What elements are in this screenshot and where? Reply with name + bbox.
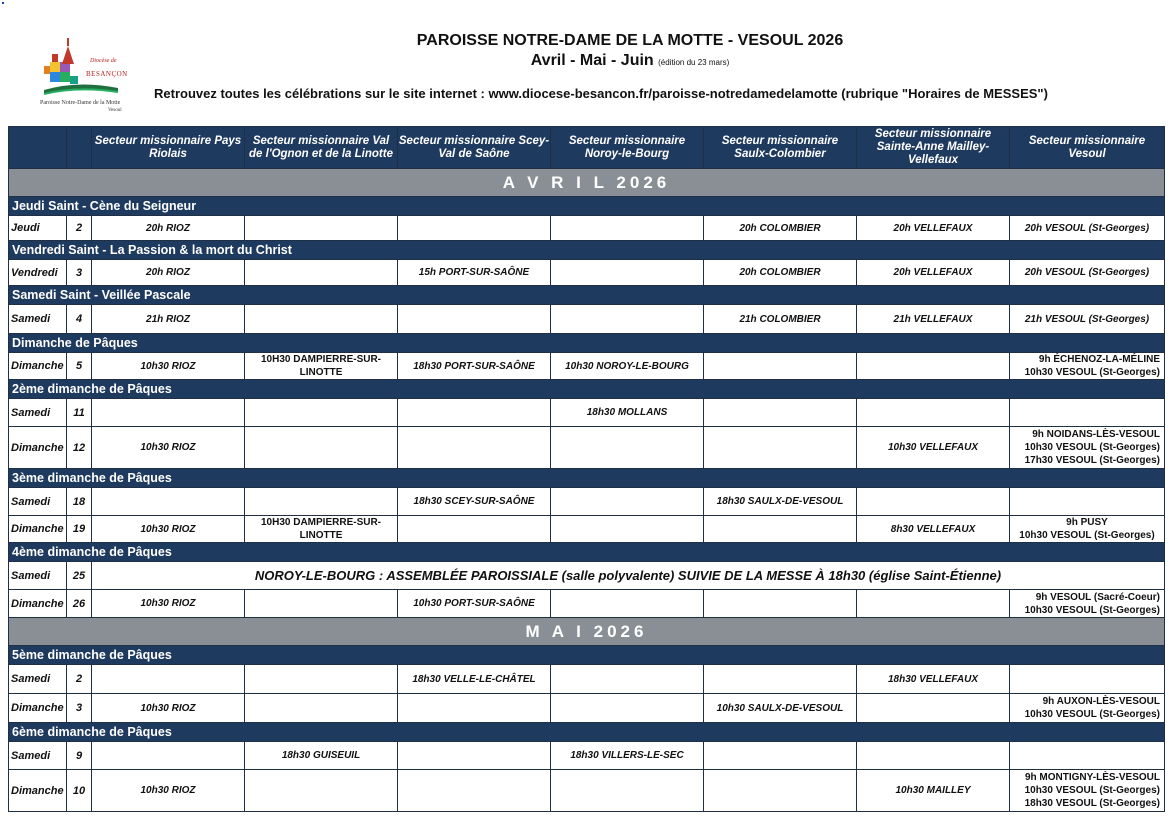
mass-cell xyxy=(704,353,857,380)
date-cell: 2 xyxy=(67,665,92,694)
mass-cell xyxy=(245,488,398,516)
mass-cell: 10h30 RIOZ xyxy=(92,427,245,469)
mass-line: 10h30 VESOUL (St-Georges) xyxy=(1019,530,1155,541)
mass-cell xyxy=(551,694,704,723)
mass-cell: 10H30 DAMPIERRE-SUR-LINOTTE xyxy=(245,353,398,380)
mass-cell: 20h RIOZ xyxy=(92,216,245,241)
mass-cell xyxy=(92,665,245,694)
day-cell: Samedi xyxy=(9,399,67,427)
mass-cell: 21h VESOUL (St-Georges) xyxy=(1010,305,1165,334)
section-title: 5ème dimanche de Pâques xyxy=(9,646,1165,665)
table-row xyxy=(9,516,1165,543)
date-cell: 3 xyxy=(67,260,92,286)
day-cell: Dimanche xyxy=(9,516,67,543)
section-title: 6ème dimanche de Pâques xyxy=(9,723,1165,742)
mass-line: 9h PUSY xyxy=(1066,517,1108,528)
mass-cell xyxy=(551,427,704,469)
page-subtitle xyxy=(0,52,1171,70)
mass-cell: 8h30 VELLEFAUX xyxy=(857,516,1010,543)
date-cell: 11 xyxy=(67,399,92,427)
date-cell: 10 xyxy=(67,770,92,812)
mass-cell: 10h30 RIOZ xyxy=(92,590,245,618)
mass-cell: 15h PORT-SUR-SAÔNE xyxy=(398,260,551,286)
mass-cell xyxy=(245,427,398,469)
section-row xyxy=(9,646,1165,665)
day-cell: Vendredi xyxy=(9,260,67,286)
mass-cell xyxy=(857,694,1010,723)
day-cell: Samedi xyxy=(9,562,67,590)
mass-line: 9h AUXON-LÈS-VESOUL xyxy=(1042,696,1160,707)
announcement-cell: NOROY-LE-BOURG : ASSEMBLÉE PAROISSIALE (salle polyvalente) SUIVIE DE LA MESSE À 18h30 (église Saint-Étienne) xyxy=(92,562,1165,590)
mass-cell: 18h30 SCEY-SUR-SAÔNE xyxy=(398,488,551,516)
mass-cell: 10H30 DAMPIERRE-SUR-LINOTTE xyxy=(245,516,398,543)
mass-cell xyxy=(398,305,551,334)
mass-cell: 18h30 VILLERS-LE-SEC xyxy=(551,742,704,770)
column-header: Secteur missionnaire Pays Riolais xyxy=(92,127,245,169)
table-row xyxy=(9,694,1165,723)
edition-date: (édition du 23 mars) xyxy=(658,58,730,67)
mass-cell: 18h30 SAULX-DE-VESOUL xyxy=(704,488,857,516)
mass-cell: 10h30 MAILLEY xyxy=(857,770,1010,812)
mass-line: 10h30 VESOUL (St-Georges) xyxy=(1024,367,1160,378)
section-row xyxy=(9,543,1165,562)
mass-cell xyxy=(551,770,704,812)
month-may: M A I 2026 xyxy=(9,618,1165,646)
mass-cell xyxy=(551,305,704,334)
section-row xyxy=(9,241,1165,260)
corner-dot xyxy=(2,2,4,4)
table-row xyxy=(9,353,1165,380)
mass-cell xyxy=(857,399,1010,427)
table-row xyxy=(9,562,1165,590)
mass-cell xyxy=(704,516,857,543)
schedule-table xyxy=(8,126,1165,812)
month-april: A V R I L 2026 xyxy=(9,169,1165,197)
mass-cell xyxy=(551,516,704,543)
mass-cell xyxy=(704,770,857,812)
mass-cell: 20h COLOMBIER xyxy=(704,260,857,286)
date-cell: 18 xyxy=(67,488,92,516)
table-row xyxy=(9,770,1165,812)
date-cell: 4 xyxy=(67,305,92,334)
section-row xyxy=(9,380,1165,399)
day-cell: Samedi xyxy=(9,488,67,516)
section-title: Jeudi Saint - Cène du Seigneur xyxy=(9,197,1165,216)
website-line: Retrouvez toutes les célébrations sur le site internet : www.diocese-besancon.fr/paroisse-notredamedelamotte (rubrique "Horaires de MESSES") xyxy=(154,86,1048,101)
mass-cell: 18h30 PORT-SUR-SAÔNE xyxy=(398,353,551,380)
mass-cell xyxy=(245,694,398,723)
page-title: PAROISSE NOTRE-DAME DE LA MOTTE - VESOUL 2026 xyxy=(416,32,844,49)
mass-line: 9h ÉCHENOZ-LA-MÉLINE xyxy=(1038,354,1160,365)
mass-cell xyxy=(551,260,704,286)
table-row xyxy=(9,216,1165,241)
column-header: Secteur missionnaire Sainte-Anne Mailley-Vellefaux xyxy=(857,127,1010,169)
mass-cell xyxy=(704,590,857,618)
column-header: Secteur missionnaire Noroy-le-Bourg xyxy=(551,127,704,169)
mass-cell-multi xyxy=(1010,590,1165,618)
mass-cell: 10h30 NOROY-LE-BOURG xyxy=(551,353,704,380)
mass-cell xyxy=(245,260,398,286)
section-row xyxy=(9,334,1165,353)
mass-cell: 20h RIOZ xyxy=(92,260,245,286)
mass-cell: 18h30 MOLLANS xyxy=(551,399,704,427)
section-title: Dimanche de Pâques xyxy=(9,334,1165,353)
table-row xyxy=(9,665,1165,694)
mass-cell: 10h30 VELLEFAUX xyxy=(857,427,1010,469)
mass-line: 9h NOIDANS-LÈS-VESOUL xyxy=(1032,429,1160,440)
mass-cell xyxy=(1010,399,1165,427)
logo-town: Vesoul xyxy=(108,108,122,113)
mass-cell xyxy=(704,399,857,427)
mass-cell-multi xyxy=(1010,770,1165,812)
section-title: Vendredi Saint - La Passion & la mort du Christ xyxy=(9,241,1165,260)
mass-cell xyxy=(92,742,245,770)
section-title: 3ème dimanche de Pâques xyxy=(9,469,1165,488)
mass-cell: 18h30 GUISEUIL xyxy=(245,742,398,770)
table-row xyxy=(9,742,1165,770)
mass-cell xyxy=(1010,488,1165,516)
mass-line: 18h30 VESOUL (St-Georges) xyxy=(1024,798,1160,809)
mass-cell xyxy=(245,399,398,427)
mass-cell xyxy=(245,216,398,241)
header-blank xyxy=(9,127,67,169)
section-title: Samedi Saint - Veillée Pascale xyxy=(9,286,1165,305)
mass-cell: 18h30 VELLEFAUX xyxy=(857,665,1010,694)
mass-cell: 10h30 SAULX-DE-VESOUL xyxy=(704,694,857,723)
date-cell: 12 xyxy=(67,427,92,469)
date-cell: 3 xyxy=(67,694,92,723)
day-cell: Dimanche xyxy=(9,353,67,380)
logo-city: BESANÇON xyxy=(86,70,128,78)
mass-cell xyxy=(245,305,398,334)
mass-cell xyxy=(398,216,551,241)
column-header: Secteur missionnaire Val de l'Ognon et de la Linotte xyxy=(245,127,398,169)
column-header: Secteur missionnaire Saulx-Colombier xyxy=(704,127,857,169)
section-title: 2ème dimanche de Pâques xyxy=(9,380,1165,399)
mass-line: 17h30 VESOUL (St-Georges) xyxy=(1024,455,1160,466)
section-row xyxy=(9,723,1165,742)
mass-cell-multi xyxy=(1010,694,1165,723)
mass-cell: 21h COLOMBIER xyxy=(704,305,857,334)
mass-cell-multi xyxy=(1010,516,1165,543)
mass-cell: 20h VESOUL (St-Georges) xyxy=(1010,260,1165,286)
mass-cell xyxy=(398,742,551,770)
mass-cell: 21h RIOZ xyxy=(92,305,245,334)
header-blank xyxy=(67,127,92,169)
mass-cell-multi xyxy=(1010,353,1165,380)
mass-cell xyxy=(398,516,551,543)
mass-cell: 10h30 RIOZ xyxy=(92,694,245,723)
mass-cell: 20h COLOMBIER xyxy=(704,216,857,241)
mass-line: 10h30 VESOUL (St-Georges) xyxy=(1024,709,1160,720)
section-row xyxy=(9,197,1165,216)
mass-cell xyxy=(398,399,551,427)
table-row xyxy=(9,488,1165,516)
day-cell: Dimanche xyxy=(9,770,67,812)
logo-diocese: Diocèse de xyxy=(90,58,117,64)
mass-cell xyxy=(551,590,704,618)
mass-cell xyxy=(398,694,551,723)
date-cell: 2 xyxy=(67,216,92,241)
date-cell: 25 xyxy=(67,562,92,590)
mass-cell: 20h VELLEFAUX xyxy=(857,260,1010,286)
mass-cell xyxy=(92,399,245,427)
mass-cell xyxy=(857,742,1010,770)
day-cell: Dimanche xyxy=(9,694,67,723)
mass-cell xyxy=(704,665,857,694)
header-row xyxy=(9,127,1165,169)
mass-cell xyxy=(245,665,398,694)
section-row xyxy=(9,469,1165,488)
column-header: Secteur missionnaire Vesoul xyxy=(1010,127,1165,169)
day-cell: Samedi xyxy=(9,305,67,334)
mass-cell xyxy=(704,427,857,469)
date-cell: 19 xyxy=(67,516,92,543)
mass-cell: 21h VELLEFAUX xyxy=(857,305,1010,334)
section-row xyxy=(9,286,1165,305)
mass-cell xyxy=(398,770,551,812)
mass-line: 9h VESOUL (Sacré-Coeur) xyxy=(1035,591,1160,603)
mass-cell xyxy=(245,590,398,618)
mass-cell xyxy=(92,488,245,516)
mass-cell xyxy=(857,353,1010,380)
day-cell: Jeudi xyxy=(9,216,67,241)
mass-line: 10h30 VESOUL (St-Georges) xyxy=(1024,785,1160,796)
month-row xyxy=(9,169,1165,197)
column-header: Secteur missionnaire Scey-Val de Saône xyxy=(398,127,551,169)
mass-cell: 20h VESOUL (St-Georges) xyxy=(1010,216,1165,241)
table-row xyxy=(9,260,1165,286)
section-title: 4ème dimanche de Pâques xyxy=(9,543,1165,562)
mass-cell: 18h30 VELLE-LE-CHÂTEL xyxy=(398,665,551,694)
mass-cell-multi xyxy=(1010,427,1165,469)
day-cell: Dimanche xyxy=(9,590,67,618)
date-cell: 9 xyxy=(67,742,92,770)
mass-cell: 10h30 RIOZ xyxy=(92,516,245,543)
day-cell: Dimanche xyxy=(9,427,67,469)
mass-cell: 20h VELLEFAUX xyxy=(857,216,1010,241)
day-cell: Samedi xyxy=(9,665,67,694)
date-cell: 5 xyxy=(67,353,92,380)
table-row xyxy=(9,399,1165,427)
mass-cell xyxy=(551,488,704,516)
mass-cell xyxy=(857,590,1010,618)
mass-cell xyxy=(245,770,398,812)
mass-cell xyxy=(1010,742,1165,770)
mass-cell xyxy=(398,427,551,469)
mass-cell xyxy=(857,488,1010,516)
month-row xyxy=(9,618,1165,646)
logo-parish: Paroisse Notre-Dame de la Motte xyxy=(40,100,121,106)
mass-line: 10h30 VESOUL (St-Georges) xyxy=(1024,442,1160,453)
subtitle-months: Avril - Mai - Juin xyxy=(530,52,654,69)
mass-cell xyxy=(551,216,704,241)
mass-line: 9h MONTIGNY-LÈS-VESOUL xyxy=(1024,772,1160,783)
mass-cell xyxy=(704,742,857,770)
date-cell: 26 xyxy=(67,590,92,618)
day-cell: Samedi xyxy=(9,742,67,770)
table-row xyxy=(9,427,1165,469)
mass-cell xyxy=(1010,665,1165,694)
mass-cell: 10h30 RIOZ xyxy=(92,353,245,380)
table-row xyxy=(9,590,1165,618)
table-row xyxy=(9,305,1165,334)
mass-line: 10h30 VESOUL (St-Georges) xyxy=(1024,604,1160,616)
mass-cell xyxy=(551,665,704,694)
mass-cell: 10h30 PORT-SUR-SAÔNE xyxy=(398,590,551,618)
mass-cell: 10h30 RIOZ xyxy=(92,770,245,812)
